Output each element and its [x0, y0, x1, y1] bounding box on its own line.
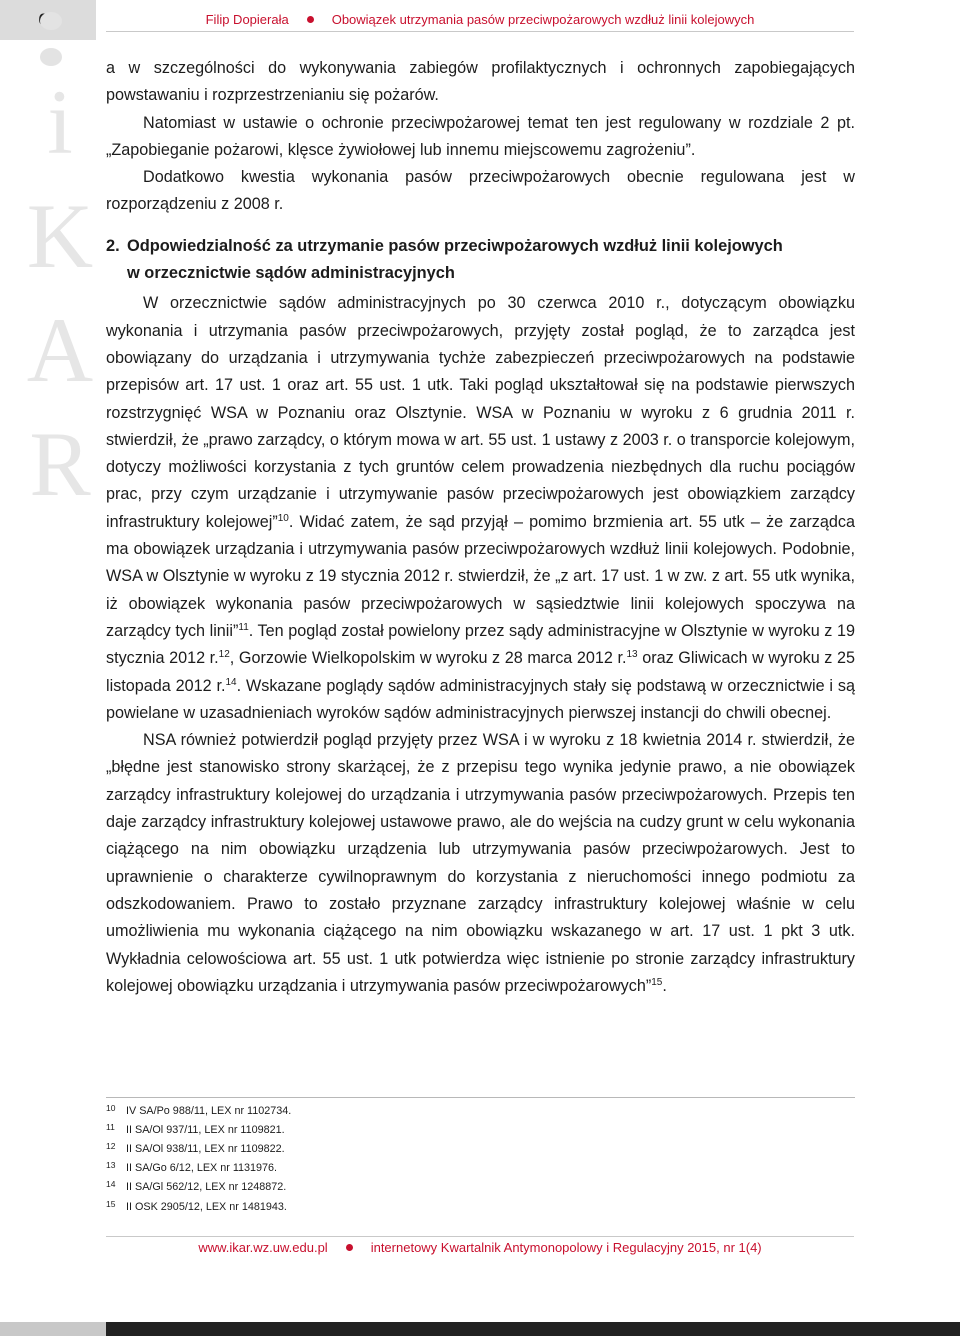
logo-letter-r: R	[29, 413, 91, 515]
footnote-ref[interactable]: 13	[626, 649, 638, 661]
logo-letter-a: A	[26, 299, 94, 401]
paragraph: a w szczególności do wykonywania zabiegów profilaktycznych i ochronnych zapobiegających powstawaniu i rozprzestrzenianiu się pożarów.	[106, 59, 855, 105]
footer-rule	[106, 1236, 854, 1237]
header-rule	[106, 31, 854, 32]
footnote-ref[interactable]: 14	[225, 676, 237, 688]
paragraph: Natomiast w ustawie o ochronie przeciwpożarowej temat ten jest regulowany w rozdziale 2 pt. „Zapobieganie pożarowi, klęsce żywiołowej lub innemu miejscowemu zagrożeniu”.	[106, 113, 855, 159]
section-number: 2.	[106, 236, 120, 255]
footnote: 15 II OSK 2905/12, LEX nr 1481943.	[106, 1198, 287, 1213]
logo-dot-icon	[40, 12, 62, 30]
section-heading-line2: w orzecznictwie sądów administracyjnych	[127, 264, 455, 283]
paragraph: NSA również potwierdził pogląd przyjęty przez WSA i w wyroku z 18 kwietnia 2014 r. stwierdził, że „błędne jest stanowisko strony skarżącej, że z przepisu tego wynika jedynie prawo, a nie obowiązek zarządcy infrastruktury kolejowej do urządzania i utrzymywania pasów przeciwpożarowych. Przepis ten daje zarządcy infrastruktury kolejowej ustawowe prawo, ale do wejścia na cudzy grunt w celu wykonania ciążącego na nim obowiązku urządzenia lub utrzymywania pasów przeciwpożarowych. Jest to uprawnienie o charakterze cywilnoprawnym do korzystania z nieruchomości innego podmiotu za odszkodowaniem. Prawo to zostało przyznane zarządcy infrastruktury kolejowej właśnie w celu umożliwienia mu wykonania ciążącego na nim obowiązku wskazanego w art. 17 ust. 1 pkt 3 utk. Wykładnia celowościowa art. 55 ust. 1 utk potwierdza więc istnienie po stronie zarządcy infrastruktury kolejowej obowiązku urządzania i utrzymywania pasów przeciwpożarowych”$^{15}$.	[106, 731, 855, 995]
bottom-bar-accent	[0, 1322, 106, 1336]
section-heading-line1: Odpowiedzialność za utrzymanie pasów przeciwpożarowych wzdłuż linii kolejowych	[127, 236, 783, 255]
footnote: 11 II SA/Ol 937/11, LEX nr 1109821.	[106, 1121, 285, 1136]
footnote: 12 II SA/Ol 938/11, LEX nr 1109822.	[106, 1140, 285, 1155]
footnote: 14 II SA/Gl 562/12, LEX nr 1248872.	[106, 1179, 287, 1194]
running-footer	[106, 1238, 854, 1256]
paragraph: W orzecznictwie sądów administracyjnych po 30 czerwca 2010 r., dotyczącym obowiązku wykonania i utrzymania pasów przeciwpożarowych, przyjęty został pogląd, że to zarządca jest obowiązany do urządzania i utrzymywania tychże zabezpieczeń przeciwpożarowych na podstawie przepisów art. 17 ust. 1 oraz art. 55 ust. 1 utk. Taki pogląd ukształtował się na podstawie pierwszych rozstrzygnięć WSA w Poznaniu oraz Olsztynie. WSA w Poznaniu w wyroku z 6 grudnia 2011 r. stwierdził, że „prawo zarządcy, o którym mowa w art. 55 ust. 1 ustawy z 2003 r. o transporcie kolejowym, dotyczy możliwości korzystania z tych gruntów celem prowadzenia niezbędnych dla ruchu pociągów prac, przy czym urządzanie i utrzymywanie pasów przeciwpożarowych jest obowiązkiem zarządcy infrastruktury kolejowej”$^{10}$. Widać zatem, że sąd przyjął – pomimo brzmienia art. 55 utk – że zarządca ma obowiązek urządzania i utrzymywania pasów przeciwpożarowych wzdłuż linii kolejowych. Podobnie, WSA w Olsztynie w wyroku z 19 stycznia 2012 r. stwierdził, że „z art. 17 ust. 1 w zw. z art. 55 utk wynika, iż obowiązek wykonania pasów przeciwpożarowych w sąsiedztwie linii kolejowych spoczywa na zarządcy tych linii”$^{11}$. Ten pogląd został powielony przez sądy administracyjne w Olsztynie w wyroku z 19 stycznia 2012 r.$^{12}$, Gorzowie Wielkopolskim w wyroku z 28 marca 2012 r.$^{13}$ oraz Gliwicach w wyroku z 25 listopada 2012 r.$^{14}$. Wskazane poglądy sądów administracyjnych stały się podstawą w orzecznictwie i są powielane w uzasadnieniach wyroków sądów administracyjnych pierwszej instancji do chwili obecnej.	[106, 294, 855, 722]
footnote: 10 IV SA/Po 988/11, LEX nr 1102734.	[106, 1102, 292, 1117]
logo-letter-i: i	[47, 71, 73, 173]
running-header	[106, 9, 854, 29]
paragraph: Dodatkowo kwestia wykonania pasów przeciwpożarowych obecnie regulowana jest w rozporządzeniu z 2008 r.	[106, 168, 855, 214]
footnote-ref[interactable]: 15	[651, 976, 663, 988]
section-heading	[106, 233, 855, 288]
footer-dot-icon	[346, 1244, 353, 1251]
logo-dot-icon	[40, 48, 62, 66]
header-title: Obowiązek utrzymania pasów przeciwpożarowych wzdłuż linii kolejowych	[331, 11, 755, 27]
article-body	[106, 55, 855, 1000]
footnotes	[106, 1101, 855, 1216]
bottom-bar	[0, 1322, 960, 1336]
logo-letter-k: K	[26, 185, 94, 287]
header-dot-icon	[307, 16, 314, 23]
footnote-ref[interactable]: 10	[277, 512, 289, 524]
footnote: 13 II SA/Go 6/12, LEX nr 1131976.	[106, 1160, 278, 1175]
footnote-ref[interactable]: 11	[238, 621, 249, 633]
footer-journal: internetowy Kwartalnik Antymonopolowy i Regulacyjny 2015, nr 1(4)	[370, 1239, 762, 1255]
footnote-ref[interactable]: 12	[218, 649, 230, 661]
header-author: Filip Dopierała	[205, 11, 289, 27]
footnote-rule	[106, 1097, 855, 1098]
footer-url[interactable]: www.ikar.wz.uw.edu.pl	[198, 1239, 328, 1255]
